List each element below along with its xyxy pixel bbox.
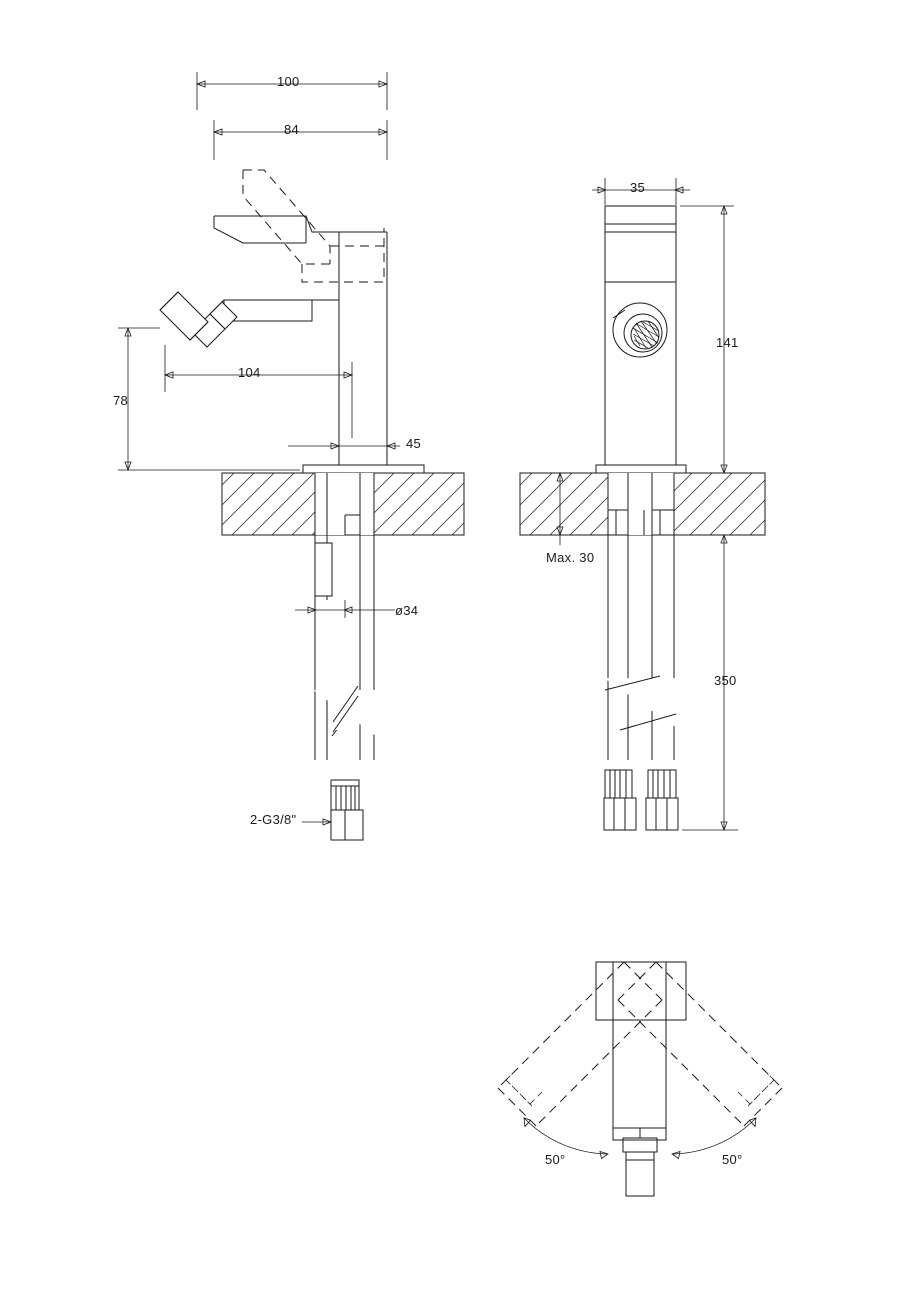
lever-handle-raised-dashed bbox=[243, 170, 384, 282]
angle-label-left: 50° bbox=[545, 1152, 566, 1167]
side-view-geometry bbox=[520, 178, 765, 830]
dim-label-hole-diameter: ø34 bbox=[395, 603, 419, 618]
angle-label-right: 50° bbox=[722, 1152, 743, 1167]
base-plate-side bbox=[596, 465, 686, 473]
dim-label-78: 78 bbox=[113, 393, 129, 408]
front-view-geometry bbox=[118, 72, 464, 840]
leader-g38 bbox=[302, 819, 331, 825]
hose-break-side bbox=[604, 676, 680, 730]
dim-label-45: 45 bbox=[406, 436, 422, 451]
swivel-outline-left bbox=[498, 962, 662, 1126]
angle-arc-right bbox=[672, 1118, 756, 1159]
dim-line-max30 bbox=[557, 473, 600, 545]
base-plate-front bbox=[303, 465, 424, 473]
top-base-plate bbox=[596, 962, 686, 1020]
top-aerator bbox=[626, 1152, 654, 1196]
dim-line-104 bbox=[165, 345, 352, 438]
faucet-body-side bbox=[605, 206, 676, 465]
dim-label-100: 100 bbox=[277, 74, 300, 89]
dim-label-104: 104 bbox=[238, 365, 261, 380]
dim-label-35: 35 bbox=[630, 180, 646, 195]
dim-label-84: 84 bbox=[284, 122, 300, 137]
dim-line-78 bbox=[118, 328, 300, 470]
dim-line-84 bbox=[214, 120, 387, 160]
hose-ferrule-front bbox=[331, 780, 359, 812]
dim-label-max30: Max. 30 bbox=[546, 550, 595, 565]
hose-break-front bbox=[313, 686, 376, 760]
aerator-side bbox=[613, 303, 667, 357]
angle-arc-left bbox=[524, 1118, 608, 1159]
swivel-outline-right bbox=[618, 962, 782, 1126]
faucet-body-front bbox=[312, 232, 387, 465]
hose-connector-front bbox=[331, 810, 363, 840]
mounting-nut-front bbox=[315, 543, 332, 596]
lever-handle bbox=[214, 216, 387, 243]
dim-label-350: 350 bbox=[714, 673, 737, 688]
dim-line-d34 bbox=[295, 600, 395, 618]
hose-ferrules-side bbox=[604, 770, 678, 830]
dim-line-45 bbox=[288, 440, 400, 452]
dim-label-thread: 2-G3/8" bbox=[250, 812, 297, 827]
dim-label-141: 141 bbox=[716, 335, 739, 350]
top-body bbox=[613, 962, 666, 1140]
